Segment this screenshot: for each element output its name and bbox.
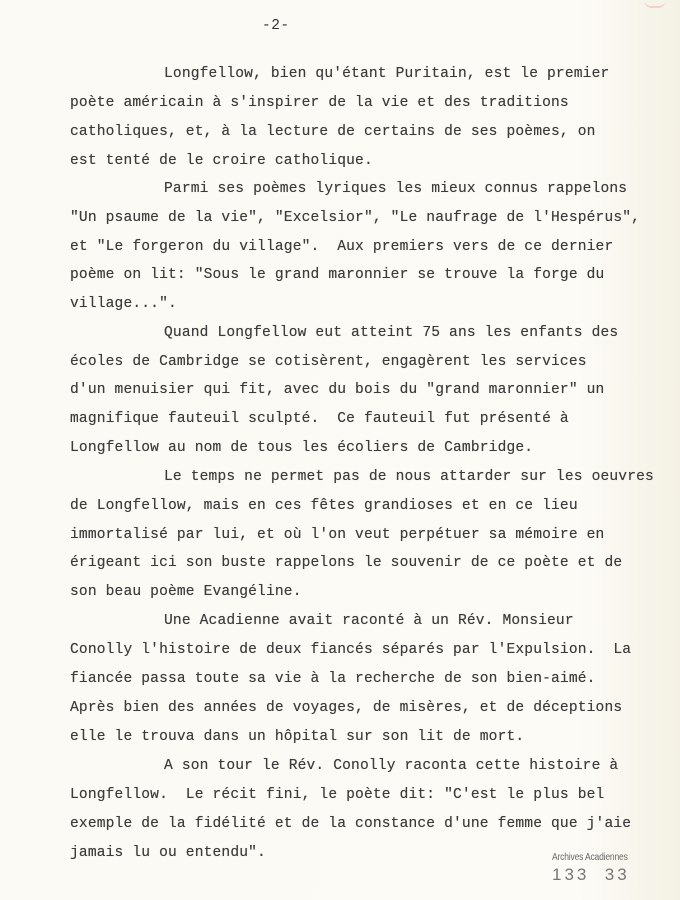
text-line: d'un menuisier qui fit, avec du bois du "grand maronnier" un bbox=[70, 382, 605, 398]
text-line: érigeant ici son buste rappelons le souvenir de ce poète et de bbox=[70, 555, 623, 571]
text-line: jamais lu ou entendu". bbox=[70, 845, 266, 861]
text-line: Conolly l'histoire de deux fiancés séparés par l'Expulsion. La bbox=[70, 642, 632, 658]
corner-mark bbox=[644, 0, 666, 8]
text-line: Longfellow au nom de tous les écoliers de Cambridge. bbox=[70, 440, 534, 456]
text-line: magnifique fauteuil sculpté. Ce fauteuil fut présenté à bbox=[70, 411, 569, 427]
text-line: et "Le forgeron du village". Aux premiers vers de ce dernier bbox=[70, 239, 614, 255]
text-line: exemple de la fidélité et de la constance d'une femme que j'aie bbox=[70, 816, 632, 832]
text-line: Longfellow. Le récit fini, le poète dit: "C'est le plus bel bbox=[70, 787, 605, 803]
text-line: poète américain à s'inspirer de la vie et des traditions bbox=[70, 95, 569, 111]
archive-stamp-title: Archives Acadiennes bbox=[552, 852, 628, 863]
text-line: Parmi ses poèmes lyriques les mieux connus rappelons bbox=[164, 181, 628, 197]
archive-stamp bbox=[552, 852, 641, 885]
text-line: son beau poème Evangéline. bbox=[70, 584, 302, 600]
text-line: A son tour le Rév. Conolly raconta cette histoire à bbox=[164, 758, 619, 774]
text-line: Après bien des années de voyages, de misères, et de déceptions bbox=[70, 700, 623, 716]
text-line: village...". bbox=[70, 296, 177, 312]
text-line: poème on lit: "Sous le grand maronnier se trouve la forge du bbox=[70, 267, 605, 283]
text-line: Longfellow, bien qu'étant Puritain, est le premier bbox=[164, 66, 610, 82]
text-line: fiancée passa toute sa vie à la recherche de son bien-aimé. bbox=[70, 671, 596, 687]
text-line: Le temps ne permet pas de nous attarder sur les oeuvres bbox=[164, 469, 654, 485]
text-line: catholiques, et, à la lecture de certains de ses poèmes, on bbox=[70, 124, 596, 140]
text-line: de Longfellow, mais en ces fêtes grandioses et en ce lieu bbox=[70, 498, 578, 514]
text-line: elle le trouva dans un hôpital sur son lit de mort. bbox=[70, 729, 525, 745]
text-line: "Un psaume de la vie", "Excelsior", "Le naufrage de l'Hespérus", bbox=[70, 210, 641, 226]
text-line: écoles de Cambridge se cotisèrent, engagèrent les services bbox=[70, 354, 587, 370]
text-line: est tenté de le croire catholique. bbox=[70, 153, 373, 169]
page-number: -2- bbox=[262, 18, 290, 34]
text-line: Une Acadienne avait raconté à un Rév. Monsieur bbox=[164, 613, 574, 629]
text-line: Quand Longfellow eut atteint 75 ans les enfants des bbox=[164, 325, 619, 341]
archive-stamp-numbers: 133 33 bbox=[552, 865, 630, 884]
text-line: immortalisé par lui, et où l'on veut perpétuer sa mémoire en bbox=[70, 527, 605, 543]
